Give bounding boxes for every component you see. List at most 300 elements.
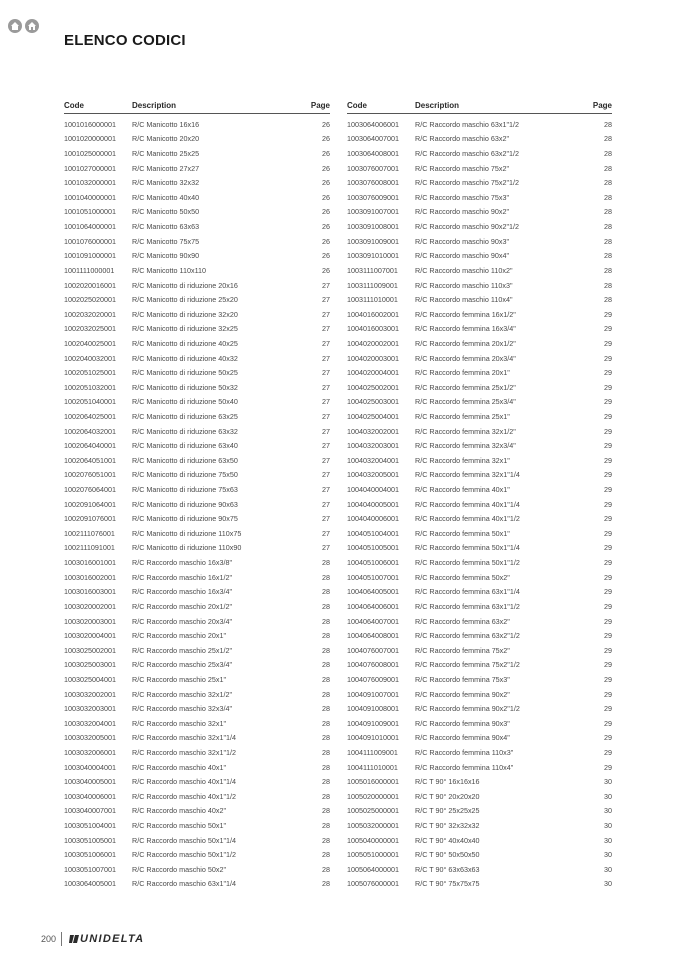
page-cell: 29 <box>604 718 612 728</box>
table-row <box>64 643 330 658</box>
page-cell: 28 <box>322 601 330 611</box>
code-cell: 1002025020001 <box>64 295 116 305</box>
table-row <box>347 322 612 337</box>
description-cell: R/C Raccordo femmina 25x1/2" <box>415 382 516 392</box>
page-cell: 26 <box>322 119 330 129</box>
page-cell: 29 <box>604 324 612 334</box>
code-cell: 1003076009001 <box>347 192 399 202</box>
page-cell: 28 <box>604 192 612 202</box>
table-row <box>347 497 612 512</box>
code-cell: 1004020003001 <box>347 353 399 363</box>
table-row <box>347 541 612 556</box>
page-cell: 29 <box>604 368 612 378</box>
description-cell: R/C Manicotto 50x50 <box>132 207 200 217</box>
description-cell: R/C Raccordo femmina 63x2"1/2 <box>415 631 520 641</box>
code-cell: 1005016000001 <box>347 777 399 787</box>
page-cell: 26 <box>322 178 330 188</box>
table-row <box>347 745 612 760</box>
table-row <box>347 774 612 789</box>
description-cell: R/C Manicotto di riduzione 75x50 <box>132 470 238 480</box>
description-cell: R/C Raccordo femmina 25x1" <box>415 411 510 421</box>
code-cell: 1003051004001 <box>64 821 116 831</box>
code-cell: 1003111010001 <box>347 295 398 305</box>
footer <box>41 932 144 946</box>
table-row <box>347 818 612 833</box>
code-cell: 1001051000001 <box>64 207 116 217</box>
description-cell: R/C Manicotto di riduzione 32x20 <box>132 309 238 319</box>
description-cell: R/C Raccordo maschio 40x1"1/4 <box>132 777 237 787</box>
code-cell: 1003064007001 <box>347 134 399 144</box>
table-row <box>347 278 612 293</box>
description-cell: R/C Raccordo maschio 25x1/2" <box>132 645 233 655</box>
page-cell: 28 <box>604 222 612 232</box>
table-row <box>64 146 330 161</box>
page-cell: 28 <box>322 660 330 670</box>
page-cell: 30 <box>604 879 612 889</box>
table-row <box>347 161 612 176</box>
table-row <box>347 701 612 716</box>
page-cell: 28 <box>604 178 612 188</box>
code-cell: 1001016000001 <box>64 119 116 129</box>
page-cell: 27 <box>322 338 330 348</box>
description-cell: R/C Raccordo maschio 40x1"1/2 <box>132 791 237 801</box>
code-cell: 1004051005001 <box>347 543 399 553</box>
code-cell: 1004076007001 <box>347 645 399 655</box>
code-cell: 1004091008001 <box>347 704 399 714</box>
table-row <box>64 731 330 746</box>
table-row <box>347 526 612 541</box>
description-cell: R/C Raccordo maschio 32x1/2" <box>132 689 233 699</box>
table-row <box>347 453 612 468</box>
description-cell: R/C Manicotto di riduzione 40x32 <box>132 353 238 363</box>
code-cell: 1005032000001 <box>347 821 399 831</box>
code-cell: 1001064000001 <box>64 222 116 232</box>
page-cell: 28 <box>604 163 612 173</box>
table-row <box>64 862 330 877</box>
page-cell: 29 <box>604 733 612 743</box>
description-cell: R/C Manicotto di riduzione 50x32 <box>132 382 238 392</box>
code-cell: 1002064040001 <box>64 441 116 451</box>
page-cell: 29 <box>604 631 612 641</box>
code-cell: 1004076008001 <box>347 660 399 670</box>
table-row <box>64 511 330 526</box>
table-row <box>64 322 330 337</box>
description-cell: R/C T 90° 20x20x20 <box>415 791 480 801</box>
description-cell: R/C Raccordo femmina 90x2" <box>415 689 510 699</box>
table-row <box>64 628 330 643</box>
table-row <box>347 643 612 658</box>
page-cell: 29 <box>604 309 612 319</box>
code-cell: 1004040005001 <box>347 499 399 509</box>
table-row <box>347 234 612 249</box>
page-cell: 28 <box>604 251 612 261</box>
description-cell: R/C Raccordo femmina 90x3" <box>415 718 510 728</box>
page-cell: 28 <box>322 864 330 874</box>
code-cell: 1005051000001 <box>347 850 399 860</box>
description-cell: R/C Raccordo femmina 90x2"1/2 <box>415 704 520 714</box>
page-cell: 27 <box>322 382 330 392</box>
footer-divider <box>61 932 62 946</box>
page-cell: 26 <box>322 236 330 246</box>
table-row <box>347 248 612 263</box>
table-row <box>64 701 330 716</box>
description-cell: R/C Raccordo maschio 110x2" <box>415 265 513 275</box>
home-icon[interactable] <box>8 19 22 33</box>
table-row <box>64 380 330 395</box>
page-cell: 27 <box>322 455 330 465</box>
description-cell: R/C Manicotto 27x27 <box>132 163 200 173</box>
description-cell: R/C T 90° 63x63x63 <box>415 864 480 874</box>
page-cell: 28 <box>322 821 330 831</box>
description-cell: R/C Raccordo femmina 90x4" <box>415 733 510 743</box>
table-row <box>64 541 330 556</box>
page-cell: 28 <box>322 733 330 743</box>
description-cell: R/C Manicotto di riduzione 75x63 <box>132 485 238 495</box>
code-cell: 1003020003001 <box>64 616 116 626</box>
table-row <box>347 409 612 424</box>
table-row <box>64 307 330 322</box>
description-cell: R/C Manicotto di riduzione 63x32 <box>132 426 238 436</box>
table-row <box>347 687 612 702</box>
description-cell: R/C T 90° 50x50x50 <box>415 850 480 860</box>
code-cell: 1003025002001 <box>64 645 116 655</box>
table-row <box>64 585 330 600</box>
description-cell: R/C Raccordo maschio 110x3" <box>415 280 513 290</box>
page-cell: 29 <box>604 514 612 524</box>
description-header: Description <box>415 101 460 110</box>
page-cell: 27 <box>322 426 330 436</box>
table-row <box>64 833 330 848</box>
description-cell: R/C Raccordo maschio 16x3/8" <box>132 558 233 568</box>
page-cell: 28 <box>322 806 330 816</box>
code-cell: 1003076007001 <box>347 163 399 173</box>
table-row <box>64 132 330 147</box>
page-cell: 27 <box>322 514 330 524</box>
page-cell: 28 <box>604 149 612 159</box>
table-row <box>347 438 612 453</box>
description-cell: R/C Raccordo maschio 90x2" <box>415 207 510 217</box>
code-cell: 1004051006001 <box>347 558 399 568</box>
page-cell: 26 <box>322 207 330 217</box>
table-row <box>347 292 612 307</box>
page-cell: 27 <box>322 528 330 538</box>
page-cell: 28 <box>322 850 330 860</box>
description-cell: R/C T 90° 25x25x25 <box>415 806 480 816</box>
code-cell: 1002064032001 <box>64 426 116 436</box>
page-cell: 29 <box>604 674 612 684</box>
code-cell: 1004064005001 <box>347 587 399 597</box>
code-cell: 1002091076001 <box>64 514 116 524</box>
code-cell: 1003051007001 <box>64 864 116 874</box>
page-cell: 26 <box>322 149 330 159</box>
code-cell: 1002040032001 <box>64 353 116 363</box>
code-cell: 1004040006001 <box>347 514 399 524</box>
table-row <box>64 672 330 687</box>
page-cell: 27 <box>322 397 330 407</box>
code-cell: 1003051005001 <box>64 835 116 845</box>
code-cell: 1005020000001 <box>347 791 399 801</box>
page-cell: 29 <box>604 572 612 582</box>
description-cell: R/C Manicotto di riduzione 40x25 <box>132 338 238 348</box>
page-cell: 29 <box>604 528 612 538</box>
table-row <box>347 263 612 278</box>
page-cell: 28 <box>322 704 330 714</box>
page-cell: 29 <box>604 601 612 611</box>
code-cell: 1002064025001 <box>64 411 116 421</box>
code-cell: 1005040000001 <box>347 835 399 845</box>
unidelta-logo <box>69 933 144 945</box>
page-cell: 28 <box>322 791 330 801</box>
code-cell: 1004020004001 <box>347 368 399 378</box>
table-row <box>347 117 612 132</box>
code-cell: 1001091000001 <box>64 251 116 261</box>
table-row <box>64 278 330 293</box>
code-cell: 1003040006001 <box>64 791 116 801</box>
table-row <box>64 351 330 366</box>
description-cell: R/C Raccordo femmina 32x1"1/4 <box>415 470 520 480</box>
table-row <box>64 716 330 731</box>
code-cell: 1003020002001 <box>64 601 116 611</box>
page-cell: 28 <box>322 558 330 568</box>
code-cell: 1002076064001 <box>64 485 116 495</box>
table-row <box>64 424 330 439</box>
code-cell: 1002111076001 <box>64 528 115 538</box>
code-cell: 1002051025001 <box>64 368 116 378</box>
table-row <box>347 847 612 862</box>
page-cell: 28 <box>322 762 330 772</box>
description-cell: R/C Raccordo femmina 20x1/2" <box>415 338 516 348</box>
table-row <box>347 424 612 439</box>
description-cell: R/C T 90° 40x40x40 <box>415 835 480 845</box>
page-cell: 29 <box>604 338 612 348</box>
description-cell: R/C Manicotto di riduzione 32x25 <box>132 324 238 334</box>
description-cell: R/C Raccordo maschio 20x1" <box>132 631 227 641</box>
table-row <box>347 205 612 220</box>
table-row <box>347 482 612 497</box>
page-cell: 28 <box>322 689 330 699</box>
description-cell: R/C Raccordo maschio 16x1/2" <box>132 572 233 582</box>
page-cell: 29 <box>604 704 612 714</box>
table-row <box>347 336 612 351</box>
code-cell: 1005064000001 <box>347 864 399 874</box>
table-header <box>347 99 612 112</box>
code-cell: 1004020002001 <box>347 338 399 348</box>
table-row <box>64 804 330 819</box>
description-cell: R/C Raccordo maschio 20x3/4" <box>132 616 233 626</box>
description-cell: R/C Raccordo maschio 32x1" <box>132 718 227 728</box>
page-cell: 28 <box>604 295 612 305</box>
table-row <box>64 438 330 453</box>
table-row <box>347 365 612 380</box>
code-cell: 1003016002001 <box>64 572 116 582</box>
code-cell: 1004091007001 <box>347 689 399 699</box>
page-cell: 29 <box>604 762 612 772</box>
description-cell: R/C Raccordo femmina 110x3" <box>415 748 514 757</box>
table-row <box>64 175 330 190</box>
code-cell: 1004064008001 <box>347 631 399 641</box>
code-cell: 1002064051001 <box>64 455 116 465</box>
table-row <box>347 190 612 205</box>
table-row <box>347 219 612 234</box>
table-row <box>64 789 330 804</box>
page-cell: 27 <box>322 295 330 305</box>
table-row <box>64 395 330 410</box>
page-cell: 30 <box>604 791 612 801</box>
description-cell: R/C Raccordo femmina 16x1/2" <box>415 309 516 319</box>
description-cell: R/C Raccordo maschio 40x1" <box>132 762 227 772</box>
page-cell: 29 <box>604 397 612 407</box>
page-number: 200 <box>41 934 57 944</box>
description-cell: R/C Raccordo femmina 50x2" <box>415 572 510 582</box>
table-row <box>347 731 612 746</box>
page-cell: 28 <box>322 777 330 787</box>
description-cell: R/C Raccordo femmina 16x3/4" <box>415 324 516 334</box>
description-cell: R/C Raccordo femmina 50x1"1/4 <box>415 543 520 553</box>
description-cell: R/C Manicotto di riduzione 90x75 <box>132 514 238 524</box>
table-row <box>64 161 330 176</box>
table-body <box>64 117 330 891</box>
code-cell: 1004032003001 <box>347 441 399 451</box>
logo-mark-icon <box>69 934 80 944</box>
code-table-right <box>347 99 612 891</box>
page-cell: 27 <box>322 353 330 363</box>
page-cell: 29 <box>604 499 612 509</box>
house-icon[interactable] <box>25 19 39 33</box>
description-cell: R/C Raccordo femmina 63x1"1/2 <box>415 601 520 611</box>
page-cell: 28 <box>604 265 612 275</box>
page-cell: 30 <box>604 850 612 860</box>
description-cell: R/C Raccordo maschio 32x1"1/2 <box>132 748 237 757</box>
description-header: Description <box>132 101 177 110</box>
page-cell: 27 <box>322 280 330 290</box>
table-row <box>347 672 612 687</box>
table-row <box>64 263 330 278</box>
table-body <box>347 117 612 891</box>
code-cell: 1004025004001 <box>347 411 399 421</box>
page-cell: 28 <box>604 280 612 290</box>
code-cell: 1002111091001 <box>64 543 115 553</box>
logo-text: UNIDELTA <box>80 933 145 945</box>
table-row <box>347 351 612 366</box>
page-cell: 29 <box>604 748 612 757</box>
page-cell: 26 <box>322 251 330 261</box>
code-cell: 1004111010001 <box>347 762 398 772</box>
code-cell: 1003051006001 <box>64 850 116 860</box>
code-cell: 1001027000001 <box>64 163 116 173</box>
table-row <box>64 555 330 570</box>
description-cell: R/C Manicotto 20x20 <box>132 134 200 144</box>
table-row <box>64 205 330 220</box>
code-cell: 1002076051001 <box>64 470 116 480</box>
description-cell: R/C Raccordo femmina 75x2"1/2 <box>415 660 520 670</box>
description-cell: R/C Raccordo maschio 25x3/4" <box>132 660 233 670</box>
description-cell: R/C Raccordo maschio 25x1" <box>132 674 227 684</box>
description-cell: R/C Raccordo femmina 25x3/4" <box>415 397 516 407</box>
page-cell: 29 <box>604 616 612 626</box>
description-cell: R/C Manicotto di riduzione 63x25 <box>132 411 238 421</box>
page-cell: 27 <box>322 499 330 509</box>
description-cell: R/C Manicotto 63x63 <box>132 222 200 232</box>
page-cell: 27 <box>322 324 330 334</box>
table-row <box>347 716 612 731</box>
code-cell: 1001040000001 <box>64 192 116 202</box>
table-row <box>347 585 612 600</box>
description-cell: R/C Raccordo femmina 40x1" <box>415 485 510 495</box>
code-cell: 1003076008001 <box>347 178 399 188</box>
table-row <box>64 614 330 629</box>
description-cell: R/C Raccordo maschio 90x3" <box>415 236 510 246</box>
description-cell: R/C T 90° 32x32x32 <box>415 821 480 831</box>
page-cell: 27 <box>322 368 330 378</box>
description-cell: R/C Raccordo maschio 20x1/2" <box>132 601 233 611</box>
page-cell: 30 <box>604 806 612 816</box>
page-cell: 29 <box>604 543 612 553</box>
table-row <box>64 658 330 673</box>
table-row <box>64 774 330 789</box>
table-row <box>347 132 612 147</box>
code-cell: 1004051007001 <box>347 572 399 582</box>
code-cell: 1005076000001 <box>347 879 399 889</box>
description-cell: R/C Raccordo femmina 75x3" <box>415 674 510 684</box>
table-row <box>64 526 330 541</box>
code-table-left <box>64 99 330 891</box>
description-cell: R/C Raccordo maschio 90x4" <box>415 251 510 261</box>
page-cell: 29 <box>604 382 612 392</box>
table-row <box>64 248 330 263</box>
page-cell: 28 <box>322 631 330 641</box>
description-cell: R/C Manicotto di riduzione 50x25 <box>132 368 238 378</box>
table-row <box>64 818 330 833</box>
description-cell: R/C Manicotto di riduzione 25x20 <box>132 295 238 305</box>
description-cell: R/C Raccordo maschio 50x1"1/2 <box>132 850 237 860</box>
code-cell: 1003040007001 <box>64 806 116 816</box>
code-cell: 1003016001001 <box>64 558 116 568</box>
description-cell: R/C Raccordo maschio 50x1" <box>132 821 227 831</box>
description-cell: R/C Raccordo maschio 16x3/4" <box>132 587 233 597</box>
code-cell: 1004091009001 <box>347 718 399 728</box>
page-cell: 30 <box>604 821 612 831</box>
description-cell: R/C Manicotto di riduzione 110x90 <box>132 543 242 553</box>
description-cell: R/C Manicotto di riduzione 63x40 <box>132 441 238 451</box>
code-cell: 1003064005001 <box>64 879 116 889</box>
description-cell: R/C Manicotto di riduzione 20x16 <box>132 280 238 290</box>
page-cell: 26 <box>322 222 330 232</box>
table-row <box>347 468 612 483</box>
code-cell: 1003040004001 <box>64 762 116 772</box>
table-row <box>347 380 612 395</box>
page-cell: 27 <box>322 411 330 421</box>
description-cell: R/C Manicotto 32x32 <box>132 178 200 188</box>
table-row <box>347 511 612 526</box>
page-cell: 27 <box>322 485 330 495</box>
description-cell: R/C Raccordo femmina 32x1/2" <box>415 426 516 436</box>
code-cell: 1004032004001 <box>347 455 399 465</box>
code-header: Code <box>347 101 367 110</box>
table-row <box>347 614 612 629</box>
description-cell: R/C Raccordo maschio 63x1"1/4 <box>132 879 237 889</box>
table-row <box>347 804 612 819</box>
table-row <box>64 599 330 614</box>
description-cell: R/C Raccordo maschio 32x3/4" <box>132 704 233 714</box>
table-row <box>64 234 330 249</box>
code-cell: 1005025000001 <box>347 806 399 816</box>
page-cell: 29 <box>604 485 612 495</box>
description-cell: R/C Raccordo maschio 32x1"1/4 <box>132 733 237 743</box>
code-cell: 1003025004001 <box>64 674 116 684</box>
description-cell: R/C Manicotto 40x40 <box>132 192 200 202</box>
description-cell: R/C Raccordo maschio 63x2"1/2 <box>415 149 520 159</box>
page-cell: 28 <box>322 835 330 845</box>
